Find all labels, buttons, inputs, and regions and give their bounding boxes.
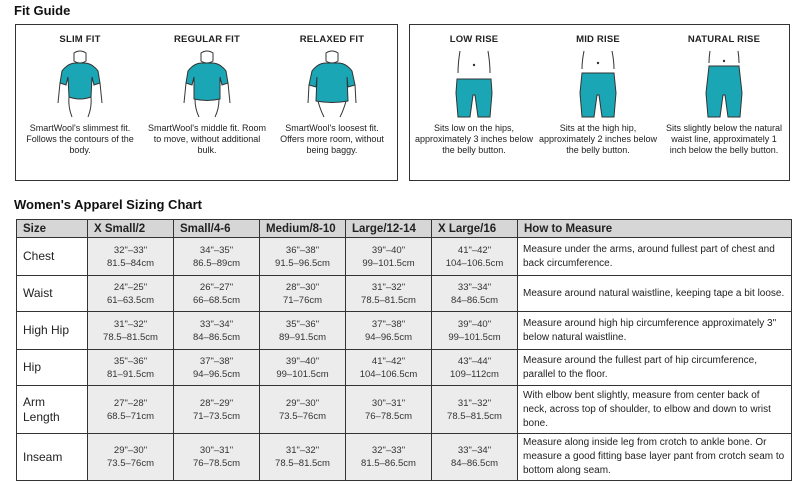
inches-value: 33"–34" (457, 281, 492, 293)
size-cell (260, 350, 346, 386)
table-row (17, 350, 792, 386)
cm-value: 89–91.5cm (278, 331, 326, 343)
fit-description: SmartWool's middle fit. Room to move, without additional bulk. (147, 123, 267, 155)
size-cell (88, 312, 174, 350)
column-header: Large/12-14 (346, 220, 432, 238)
inches-value: 41"–42" (371, 355, 406, 367)
inches-value: 37"–38" (199, 355, 234, 367)
size-cell (346, 350, 432, 386)
rise-description: Sits at the high hip, approximately 2 inches below the belly button. (538, 123, 658, 155)
rise-title: MID RISE (576, 34, 620, 45)
column-header: X Small/2 (88, 220, 174, 238)
inches-value: 35"–36" (285, 318, 320, 330)
row-label: Chest (17, 238, 88, 276)
inches-value: 33"–34" (457, 445, 492, 456)
fit-types-panel (15, 24, 398, 181)
inches-value: 31"–32" (457, 397, 492, 409)
cm-value: 61–63.5cm (106, 294, 154, 306)
size-cell (88, 386, 174, 434)
cm-value: 78.5–81.5cm (447, 410, 502, 422)
inches-value: 29"–30" (285, 397, 320, 409)
cm-value: 73.5–76cm (278, 410, 326, 422)
rise-description: Sits slightly below the natural waist line, approximately 1 inch below the belly button. (665, 123, 783, 155)
low-rise-figure-icon (444, 49, 504, 119)
cm-value: 66–68.5cm (192, 294, 240, 306)
size-cell (174, 434, 260, 481)
cm-value: 81.5–84cm (106, 257, 154, 269)
row-label: Waist (17, 276, 88, 312)
inches-value: 30"–31" (199, 445, 234, 456)
inches-value: 24"–25" (113, 281, 148, 293)
cm-value: 71–73.5cm (192, 410, 240, 422)
size-cell (174, 312, 260, 350)
fit-title: SLIM FIT (59, 34, 101, 45)
inches-value: 36"–38" (285, 244, 320, 256)
size-cell (432, 386, 518, 434)
cm-value: 73.5–76cm (106, 458, 154, 469)
size-cell (346, 312, 432, 350)
size-cell (260, 434, 346, 481)
inches-value: 32"–33" (371, 445, 406, 456)
column-header: X Large/16 (432, 220, 518, 238)
cm-value: 71–76cm (282, 294, 323, 306)
row-label: High Hip (17, 312, 88, 350)
size-cell (260, 276, 346, 312)
rise-title: LOW RISE (449, 34, 499, 45)
size-cell (432, 238, 518, 276)
size-cell (88, 238, 174, 276)
how-to-measure-cell: Measure under the arms, around fullest part of chest and back circumference. (518, 238, 792, 276)
size-cell (346, 434, 432, 481)
cm-value: 94–96.5cm (192, 368, 240, 380)
cm-value: 68.5–71cm (106, 410, 154, 422)
cm-value: 104–106.5cm (445, 257, 504, 269)
cm-value: 109–112cm (450, 368, 499, 380)
cm-value: 76–78.5cm (192, 458, 240, 469)
relaxed-fit-figure-icon (302, 49, 362, 119)
fit-guide-title: Fit Guide (14, 3, 71, 18)
size-cell (432, 350, 518, 386)
table-row (17, 386, 792, 434)
size-cell (346, 276, 432, 312)
size-cell (88, 434, 174, 481)
row-label: Arm Length (17, 386, 88, 434)
table-row (17, 434, 792, 481)
column-header: How to Measure (518, 220, 792, 238)
cm-value: 86.5–89cm (192, 257, 240, 269)
natural-rise-card (662, 34, 786, 156)
table-row (17, 312, 792, 350)
rise-title: NATURAL RISE (687, 34, 761, 45)
size-cell (260, 312, 346, 350)
column-header: Medium/8-10 (260, 220, 346, 238)
relaxed-fit-card (274, 34, 390, 156)
rise-types-panel (409, 24, 790, 181)
size-cell (432, 276, 518, 312)
inches-value: 39"–40" (285, 355, 320, 367)
row-label: Hip (17, 350, 88, 386)
inches-value: 26"–27" (199, 281, 234, 293)
fit-title: REGULAR FIT (173, 34, 241, 45)
size-cell (88, 350, 174, 386)
table-row (17, 276, 792, 312)
inches-value: 28"–29" (199, 397, 234, 409)
cm-value: 84–86.5cm (450, 458, 498, 469)
table-header-row (17, 220, 792, 238)
sizing-chart-table (16, 219, 792, 481)
size-cell (346, 238, 432, 276)
how-to-measure-cell: Measure around the fullest part of hip circumference, parallel to the floor. (518, 350, 792, 386)
regular-fit-figure-icon (177, 49, 237, 119)
size-cell (346, 386, 432, 434)
size-cell (260, 238, 346, 276)
cm-value: 78.5–81.5cm (275, 458, 330, 469)
slim-fit-card (20, 34, 140, 156)
table-row (17, 238, 792, 276)
cm-value: 76–78.5cm (364, 410, 412, 422)
size-cell (260, 386, 346, 434)
inches-value: 39"–40" (371, 244, 406, 256)
inches-value: 32"–33" (113, 244, 148, 256)
cm-value: 99–101.5cm (362, 257, 415, 269)
cm-value: 99–101.5cm (448, 331, 501, 343)
size-cell (432, 312, 518, 350)
inches-value: 43"–44" (457, 355, 492, 367)
inches-value: 30"–31" (371, 397, 406, 409)
inches-value: 31"–32" (113, 318, 148, 330)
inches-value: 37"–38" (371, 318, 406, 330)
natural-rise-figure-icon (694, 49, 754, 119)
size-cell (174, 276, 260, 312)
sizing-chart-title: Women's Apparel Sizing Chart (14, 197, 203, 212)
inches-value: 29"–30" (113, 445, 148, 456)
inches-value: 27"–28" (113, 397, 148, 409)
cm-value: 84–86.5cm (192, 331, 240, 343)
slim-fit-figure-icon (50, 49, 110, 119)
inches-value: 41"–42" (457, 244, 492, 256)
how-to-measure-cell: Measure around natural waistline, keeping tape a bit loose. (518, 276, 792, 312)
size-cell (88, 276, 174, 312)
size-cell (432, 434, 518, 481)
column-header: Size (17, 220, 88, 238)
regular-fit-card (146, 34, 268, 156)
inches-value: 28"–30" (285, 281, 320, 293)
inches-value: 39"–40" (457, 318, 492, 330)
cm-value: 91.5–96.5cm (275, 257, 330, 269)
cm-value: 78.5–81.5cm (361, 294, 416, 306)
rise-description: Sits low on the hips, approximately 3 inches below the belly button. (414, 123, 534, 155)
fit-description: SmartWool's loosest fit. Offers more room, without being baggy. (280, 123, 384, 155)
how-to-measure-cell: Measure along inside leg from crotch to ankle bone. Or measure a good fitting base layer pant from crotch seam to bottom along seam. (518, 434, 792, 481)
inches-value: 34"–35" (199, 244, 234, 256)
mid-rise-card (538, 34, 658, 156)
cm-value: 84–86.5cm (450, 294, 498, 306)
size-cell (174, 386, 260, 434)
inches-value: 35"–36" (113, 355, 148, 367)
cm-value: 99–101.5cm (276, 368, 329, 380)
mid-rise-figure-icon (568, 49, 628, 119)
inches-value: 31"–32" (285, 445, 320, 456)
column-header: Small/4-6 (174, 220, 260, 238)
inches-value: 33"–34" (199, 318, 234, 330)
how-to-measure-cell: With elbow bent slightly, measure from center back of neck, across top of shoulder, to elbow and down to wrist bone. (518, 386, 792, 434)
cm-value: 81.5–86.5cm (361, 458, 416, 469)
size-cell (174, 238, 260, 276)
fit-description: SmartWool's slimmest fit. Follows the contours of the body. (26, 123, 134, 155)
cm-value: 81–91.5cm (106, 368, 154, 380)
size-cell (174, 350, 260, 386)
how-to-measure-cell: Measure around high hip circumference approximately 3" below natural waistline. (518, 312, 792, 350)
cm-value: 78.5–81.5cm (103, 331, 158, 343)
row-label: Inseam (17, 434, 88, 481)
low-rise-card (414, 34, 534, 156)
inches-value: 31"–32" (371, 281, 406, 293)
cm-value: 94–96.5cm (364, 331, 412, 343)
fit-title: RELAXED FIT (299, 34, 365, 45)
cm-value: 104–106.5cm (359, 368, 418, 380)
